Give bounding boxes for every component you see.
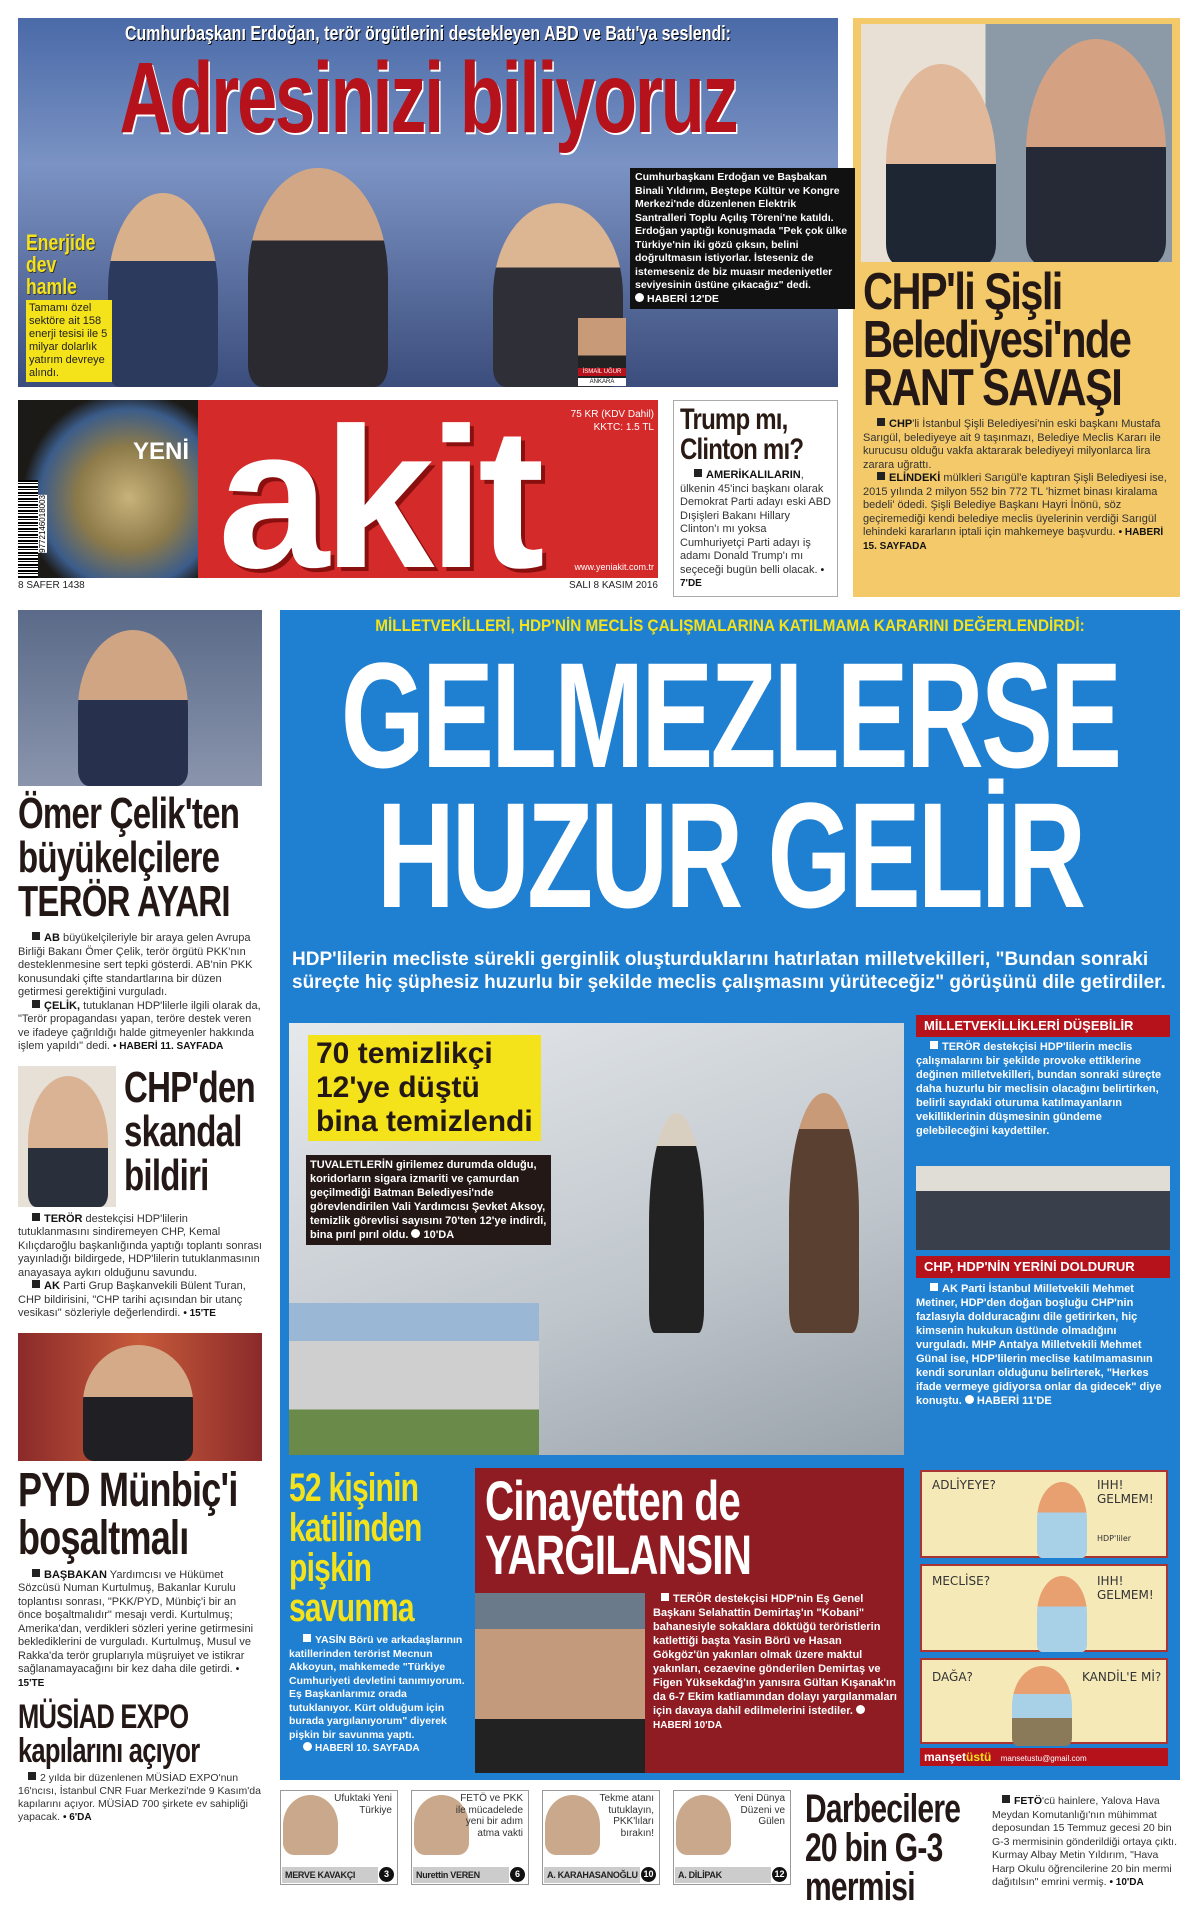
headline-line: MÜSİAD EXPO — [18, 1698, 189, 1736]
headline-line: Belediyesi'nde — [863, 311, 1131, 369]
speech: DAĞA? — [932, 1670, 973, 1684]
top-headline[interactable]: Adresinizi biliyoruz — [119, 42, 737, 154]
lead: TUVALETLERİN — [310, 1159, 393, 1171]
lead: AMERİKALILARIN — [706, 469, 801, 481]
brand-logo: akit — [218, 387, 539, 610]
masthead — [18, 387, 658, 610]
lead: ÇELİK, — [44, 999, 81, 1012]
speech: IHH! GELMEM! — [1097, 1478, 1154, 1506]
lead: TERÖR — [44, 1212, 83, 1225]
headline-line: PYD Münbiç'i — [18, 1463, 238, 1517]
headline-line: CHP'li Şişli — [863, 263, 1062, 321]
main-story — [280, 610, 1180, 1780]
headline-line: mermisi — [805, 1865, 915, 1909]
energy-text: Tamamı özel sektöre ait 158 enerji tesisi ile 5 milyar dolarlık yatırım devreye alındı. — [26, 300, 112, 382]
speech: KANDİL'E Mİ? — [1082, 1670, 1162, 1684]
headline-line: skandal — [124, 1106, 242, 1156]
reporter-name: İSMAİL UĞUR — [578, 368, 626, 376]
cartoon-email[interactable]: mansetustu@gmail.com — [1000, 1754, 1087, 1763]
story-ref[interactable]: • HABERİ 15. SAYFADA — [863, 527, 1164, 552]
left-column — [18, 610, 262, 1824]
photo-kilicdaroglu — [18, 1066, 116, 1207]
headline-line: bildiri — [124, 1150, 209, 1200]
headline-line: TERÖR AYARI — [18, 877, 230, 926]
caption-ref[interactable]: HABERİ 12'DE — [647, 292, 719, 305]
lead: ELİNDEKİ — [889, 472, 941, 484]
photo-sarigul-inonu — [861, 24, 1172, 262]
headline-line: YARGILANSIN — [485, 1523, 752, 1586]
top-caption — [630, 168, 855, 309]
trump-story — [673, 400, 838, 597]
chp-headline[interactable] — [863, 263, 1131, 417]
caption-text: Cumhurbaşkanı Erdoğan ve Başbakan Binali Yıldırım, Beştepe Kültür ve Kongre Merkezi'nde düzenlenen Elektrik Santralleri Toplu Açılış Töreni'ne katıldı. Erdoğan yaptığı konuşmada "Pek çok ülke Türkiye'nin iki gözü çıksın, belini doğrultmasın istiyorlar. İsteseniz de istemeseniz de biz muasır medeniyetler seviyesinin üstüne çıkacağız" dedi. — [635, 171, 848, 291]
darbe-headline[interactable] — [805, 1787, 1012, 1909]
cartoon — [916, 1468, 1172, 1768]
photo-demirtas — [475, 1593, 645, 1773]
story-ref[interactable]: 10'DA — [423, 1229, 455, 1241]
lead: CHP — [889, 418, 913, 430]
para: girilemez durumda olduğu, koridorların sigara izmariti ve çamurdan geçilmediği Batman Belediyesi'nde görevlendirilen Vali Yardımcısı Şevket Aksoy, temizlik görevlisi sayısını 70'ten 12'ye indirdi, bina pırıl pırıl oldu. — [310, 1159, 547, 1241]
columnist-card[interactable] — [411, 1790, 529, 1885]
photo-kurtulmus — [18, 1333, 262, 1461]
para: mülkleri Sarıgül'e kaptıran Şişli Belediyesi ise, 2015 yılında 2 milyon 552 bin 772 TL 'hizmet binası kiralama bedeli' ödedi. Şişli Belediye Başkanı Hayri İnönü, söz geçiremediği kendi belediye meclis üyelerinin verdiği Sarıgül lehindeki kararların iptali için mahkemeye başvurdu. — [863, 472, 1167, 538]
chp-bildiri-headline[interactable] — [124, 1062, 299, 1207]
para: Börü ve arkadaşlarının katillerinden terörist Mecnun Akkoyun, mahkemede "Türkiye Cumhuriyeti devletini tanımıyorum. Eş Başkanlarımız orada tutuklanıyor. Kürt olduğum için burada yargılanıyorum" diyerek pişkin bir savunma yaptı. — [289, 1634, 465, 1741]
para: büyükelçileriyle bir araya gelen Avrupa Birliği Bakanı Ömer Çelik, terör örgütü PKK'nın desteklenmesine sert tepki gösterdi. AB'nin PKK konusundaki çifte standartlarına bir düzen getirmesi gerektiğini vurguladı. — [18, 932, 253, 998]
para: 'cü hainlere, Yalova Hava Meydan Komutanlığı'nın mühimmat deposundan 15 Temmuz gecesi 20 bin G-3 mermisinin gönderildiği ortaya çıktı. Kurmay Albay Metin Yıldırım, "Hava Harp Okulu öğrencilerine 20 bin mermi dağıtılsın" emrini vermiş. — [992, 1795, 1177, 1888]
headline-line: kapılarını açıyor — [18, 1732, 200, 1770]
columnist-card[interactable] — [542, 1790, 660, 1885]
bullet-icon — [411, 1229, 420, 1238]
side1-tag: MİLLETVEKİLLİKLERİ DÜŞEBİLİR — [916, 1015, 1170, 1037]
cartoon-brand: manşet — [924, 1750, 967, 1764]
headline-line: 12'ye düştü — [316, 1071, 480, 1104]
side2-body — [916, 1282, 1170, 1408]
cartoon-panel — [920, 1470, 1168, 1558]
bullet-icon — [965, 1395, 974, 1404]
story-ref[interactable]: • 15'TE — [18, 1664, 240, 1689]
lead: BAŞBAKAN — [44, 1568, 107, 1581]
lead: YASİN — [315, 1634, 347, 1646]
speech-label: HDP'liler — [1097, 1534, 1132, 1543]
columnist-name: MERVE KAVAKÇI — [282, 1867, 378, 1883]
photo-albayrak — [108, 193, 218, 387]
chp-bildiri-top — [18, 1062, 262, 1207]
para: Yardımcısı ve Hükümet Sözcüsü Numan Kurtulmuş, Bakanlar Kurulu toplantısı sonrası, "PKK/PYD, Münbiç'i bir an önce boşaltmalıdır" mesajı verdi. Kurtulmuş; Amerika'dan, verdikleri sözleri yerine getirmesini beklediklerini de vurguladı. Kurtulmuş, Musul ve Rakka'da terör gruplarıyla müşruiyet ve istikrar sağlanamayacağını bir kez daha dile getirdi. — [18, 1568, 254, 1675]
main-headline-2[interactable]: HUZUR GELİR — [376, 771, 1084, 939]
lead: TERÖR — [673, 1593, 712, 1605]
cinayet-headline[interactable] — [485, 1469, 855, 1586]
price — [566, 408, 654, 434]
para: tutuklanan HDP'lilerle ilgili olarak da, "Terör propagandası yapan, teröre destek veren ve ifadeye çağrıldığı halde gitmeyenler hakkında işlem yapıldı" dedi. — [18, 999, 261, 1052]
headline-line: büyükelçilere — [18, 833, 220, 882]
pyd-headline[interactable] — [18, 1463, 262, 1565]
columnist-card[interactable] — [280, 1790, 398, 1885]
energy-headline: Enerjide dev hamle — [26, 230, 96, 299]
top-story — [18, 18, 848, 387]
bullet-icon — [635, 293, 644, 302]
headline-line: 70 temizlikçi — [316, 1037, 493, 1070]
trump-body — [680, 469, 831, 591]
para: , ülkenin 45'inci başkanı olarak Demokrat Parti adayı eski ABD Dışişleri Bakanı Hillary Clinton'ı mı yoksa Cumhuriyetçi Parti adayı iş adamı Donald Trump'ı mı seçeceği bugün belli olacak. — [680, 469, 832, 576]
reporter-city: ANKARA — [578, 378, 626, 386]
hijri-date: 8 SAFER 1438 — [18, 580, 85, 591]
chp-body — [863, 418, 1173, 553]
page-badge: 6 — [510, 1867, 525, 1882]
columnist-title: Yeni Dünya Düzeni ve Gülen — [734, 1793, 785, 1827]
columnist-title: Tekme atanı tutuklayın, PKK'lıları bırakın! — [599, 1793, 654, 1839]
story-ref[interactable]: • 15'TE — [183, 1308, 216, 1319]
main-headline-1[interactable]: GELMEZLERSE — [340, 631, 1120, 799]
para: Parti Grup Başkanvekili Bülent Turan, CHP bildirisini, "CHP tarihi açısından bir utanç vesikası" sözleriyle değerlendirdi. — [18, 1280, 246, 1319]
para: 'li İstanbul Şişli Belediyesi'nin eski başkanı Mustafa Sarıgül, belediyeye ait 9 taşınmazı, Belediye Meclis Kararı ile kurucusu olduğu vakfa aktararak belediyeyi milyonlarca lira zarara uğrattı. — [863, 418, 1161, 471]
musiad-body — [18, 1772, 276, 1824]
speech: ADLİYEYE? — [932, 1478, 996, 1492]
lead: AK — [44, 1280, 60, 1292]
page-badge: 3 — [379, 1867, 394, 1882]
columnist-name: A. KARAHASANOĞLU — [544, 1867, 640, 1883]
speech: MECLİSE? — [932, 1574, 991, 1588]
darbe-body — [992, 1795, 1182, 1890]
cartoon-panel — [920, 1658, 1168, 1744]
katil-headline[interactable]: 52 kişinin katilinden pişkin savunma — [289, 1466, 422, 1630]
top-kicker: Cumhurbaşkanı Erdoğan, terör örgütlerini destekleyen ABD ve Batı'ya seslendi: — [124, 23, 732, 45]
story-ref[interactable]: HABERİ 10. SAYFADA — [315, 1743, 420, 1754]
para: TERÖR destekçisi HDP'lilerin meclis çalışmalarını bir şekilde provoke ettiklerine değinen milletvekilleri, bundan sonraki süreçte daha huzurlu bir meclisin olacağını belirtirken, belirli sayıdaki oturuma katılmayanların vekilliklerinin düşmesinin gündeme gelebileceğini kaydettiler. — [916, 1041, 1162, 1137]
headline-line: CHP'den — [124, 1062, 255, 1112]
chp-sisli-story — [853, 18, 1180, 597]
cartoon-brand-2: üstü — [966, 1750, 992, 1764]
photo-parliament — [916, 1166, 1170, 1250]
side1-body — [916, 1040, 1170, 1138]
cinayet-box — [475, 1468, 904, 1773]
side2-tag: CHP, HDP'NİN YERİNİ DOLDURUR — [916, 1256, 1170, 1278]
website[interactable]: www.yeniakit.com.tr — [574, 562, 654, 572]
brand-prefix: YENİ — [133, 438, 190, 465]
katil-body — [289, 1634, 469, 1756]
musiad-headline[interactable] — [18, 1700, 262, 1768]
story-ref[interactable]: • 10'DA — [1109, 1877, 1144, 1888]
lead: AB — [44, 932, 60, 944]
story-ref[interactable]: HABERİ 11'DE — [976, 1395, 1052, 1407]
columnist-name: A. DİLİPAK — [675, 1867, 771, 1883]
bullet-icon — [303, 1742, 312, 1751]
headline-line: 20 bin G-3 — [805, 1826, 943, 1870]
main-deck: HDP'lilerin mecliste sürekli gerginlik oluşturduklarını hatırlatan milletvekilleri, "Bundan sonraki süreçte hiç şüphesiz huzurlu bir şekilde meclis çalışmasını yürüteceğiz" görüşünü dile getirdiler. — [292, 949, 1166, 993]
main-kicker: MİLLETVEKİLLERİ, HDP'NİN MECLİS ÇALIŞMALARINA KATILMAMA KARARINI DEĞERLENDİRDİ: — [375, 616, 1085, 635]
price-text: 75 KR (KDV Dahil) — [570, 409, 654, 420]
barcode-number: 9772146018003 — [38, 495, 47, 553]
headline-line: Cinayetten de — [485, 1469, 741, 1532]
columnist-title: FETÖ ve PKK ile mücadelede yeni bir adım atma vakti — [455, 1793, 523, 1839]
speech: IHH! GELMEM! — [1097, 1574, 1154, 1602]
price-kktc: KKTC: 1.5 TL — [593, 422, 654, 433]
issue-date: SALI 8 KASIM 2016 — [569, 580, 658, 591]
headline-line: bina temizlendi — [316, 1105, 533, 1138]
photo-erdogan — [248, 168, 388, 387]
celik-body — [18, 932, 262, 1054]
columnist-name: Nurettin VEREN — [413, 1867, 509, 1883]
pyd-body — [18, 1569, 262, 1691]
columnist-title: Ufuktaki Yeni Türkiye — [334, 1793, 392, 1816]
page-badge: 12 — [772, 1867, 787, 1882]
story-ref[interactable]: HABERİ 10'DA — [653, 1720, 723, 1731]
story-ref[interactable]: • 6'DA — [62, 1812, 92, 1823]
celik-headline[interactable] — [18, 789, 262, 926]
para: destekçisi HDP'lilerin tutuklanmasını sindiremeyen CHP, Kemal Kılıçdaroğlu başkanlığında yaptığı toplantı sonrası yayınladığı bildirgede, HDP'lilerin tutuklanmasının anayasaya aykırı olduğunu savundu. — [18, 1212, 262, 1279]
photo-building — [289, 1303, 539, 1455]
cleaners-body — [306, 1155, 551, 1245]
para: 2 yılda bir düzenlenen MÜSİAD EXPO'nun 16'ncısı, İstanbul CNR Fuar Merkezi'nde 9 Kasım'da kapılarını açıyor. MÜSİAD 700 şirkete ev sahipliği yapacak. — [18, 1772, 261, 1823]
reporter-photo — [578, 318, 626, 386]
photo-omer-celik — [18, 610, 262, 786]
headline-line: Ömer Çelik'ten — [18, 789, 240, 838]
lead: FETÖ — [1014, 1795, 1042, 1807]
headline-line: Darbecilere — [805, 1787, 961, 1831]
chp-bildiri-body — [18, 1213, 262, 1321]
cartoon-panel — [920, 1564, 1168, 1652]
trump-headline[interactable]: Trump mı, Clinton mı? — [680, 403, 804, 466]
headline-line: RANT SAVAŞI — [863, 359, 1122, 417]
columnist-card[interactable] — [673, 1790, 791, 1885]
cleaners-headline[interactable] — [308, 1035, 541, 1141]
story-ref[interactable]: • HABERİ 11. SAYFADA — [113, 1041, 224, 1052]
para: AK Parti İstanbul Milletvekili Mehmet Metiner, HDP'den doğan boşluğu CHP'nin fazlasıyla dolduracağını dile getirirken, hiç kimsenin hukukun üstünde olmadığını vurguladı. MHP Antalya Milletvekili Mehmet Günal ise, HDP'lilerin meclise katılmamasının kendi sorunları olduğunu belirterek, "Herkes ifade vermeye gidiyorsa onlar da gidecek" diye konuştu. — [916, 1283, 1162, 1407]
barcode — [18, 480, 38, 578]
cartoon-footer — [920, 1748, 1168, 1766]
bullet-icon — [856, 1705, 865, 1714]
page-badge: 10 — [641, 1867, 656, 1882]
cinayet-body — [653, 1592, 898, 1733]
energy-box — [26, 232, 112, 382]
story-ref[interactable]: • 7'DE — [680, 564, 825, 589]
para: destekçisi HDP'nin Eş Genel Başkanı Selahattin Demirtaş'ın "Kobani" bahanesiyle sokaklara döktüğü teröristlerin katlettiği başta Yasin Börü ve Hasan Gökgöz'ün yakınları olmak üzere maktul yakınları, cezaevine gönderilen Demirtaş ve Figen Yüksekdağ'ın yanısıra Gültan Kışanak'ın da 6-7 Ekim katliamından dolayı yargılanmaları için davaya dahil edilmelerini istediler. — [653, 1593, 897, 1717]
headline-line: boşaltmalı — [18, 1511, 189, 1565]
